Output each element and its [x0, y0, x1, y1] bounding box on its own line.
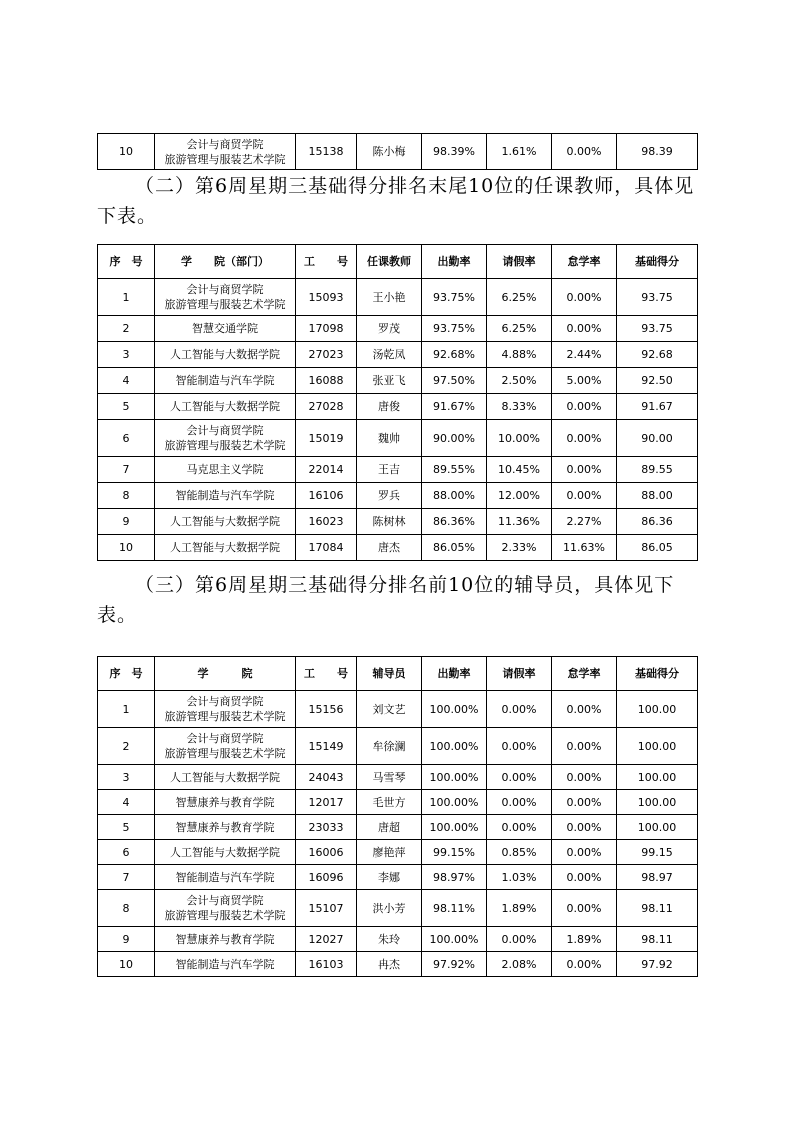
cell-name: 洪小芳 — [357, 890, 422, 927]
cell-absence: 0.00% — [552, 279, 617, 316]
cell-name: 张亚飞 — [357, 368, 422, 394]
cell-score: 98.97 — [617, 865, 698, 890]
college-line: 智能制造与汽车学院 — [175, 374, 275, 387]
cell-no: 7 — [98, 865, 155, 890]
cell-college — [155, 765, 296, 790]
college-line: 会计与商贸学院 — [186, 695, 264, 708]
cell-leave: 6.25% — [487, 316, 552, 342]
cell-name: 牟徐澜 — [357, 728, 422, 765]
cell-no: 1 — [98, 279, 155, 316]
cell-college — [155, 927, 296, 952]
header-id: 工 号 — [296, 245, 357, 279]
cell-no: 7 — [98, 457, 155, 483]
table-row — [98, 952, 698, 977]
cell-name: 陈小梅 — [357, 134, 422, 170]
table-row — [98, 279, 698, 316]
header-college: 学 院（部门） — [155, 245, 296, 279]
header-score: 基础得分 — [617, 245, 698, 279]
cell-score: 98.39 — [617, 134, 698, 170]
college-line: 人工智能与大数据学院 — [170, 400, 280, 413]
table-row — [98, 840, 698, 865]
cell-no: 6 — [98, 840, 155, 865]
section3-heading: （三）第6周星期三基础得分排名前10位的辅导员，具体见下表。 — [97, 574, 675, 626]
cell-absence: 0.00% — [552, 394, 617, 420]
cell-absence: 0.00% — [552, 952, 617, 977]
cell-absence: 0.00% — [552, 840, 617, 865]
cell-attendance: 86.36% — [422, 509, 487, 535]
cell-college — [155, 815, 296, 840]
header-name: 任课教师 — [357, 245, 422, 279]
table-header-row — [98, 657, 698, 691]
college-line: 旅游管理与服装艺术学院 — [164, 439, 286, 452]
cell-name: 刘文艺 — [357, 691, 422, 728]
header-college: 学 院 — [155, 657, 296, 691]
table-body — [98, 691, 698, 977]
cell-college — [155, 368, 296, 394]
cell-name: 罗兵 — [357, 483, 422, 509]
cell-absence: 0.00% — [552, 728, 617, 765]
college-line: 智能制造与汽车学院 — [175, 489, 275, 502]
cell-name: 王吉 — [357, 457, 422, 483]
cell-score: 98.11 — [617, 927, 698, 952]
cell-id: 16106 — [296, 483, 357, 509]
cell-attendance: 100.00% — [422, 691, 487, 728]
header-absence: 怠学率 — [552, 245, 617, 279]
cell-attendance: 98.11% — [422, 890, 487, 927]
college-line: 人工智能与大数据学院 — [170, 845, 280, 859]
cell-no: 5 — [98, 815, 155, 840]
cell-name: 马雪琴 — [357, 765, 422, 790]
college-line: 智慧交通学院 — [192, 322, 258, 335]
table-row — [98, 342, 698, 368]
cell-absence: 0.00% — [552, 420, 617, 457]
cell-college — [155, 316, 296, 342]
cell-name: 冉杰 — [357, 952, 422, 977]
college-line: 智慧康养与教育学院 — [175, 795, 275, 809]
college-line: 会计与商贸学院 — [186, 424, 264, 437]
cell-attendance: 100.00% — [422, 765, 487, 790]
cell-leave: 4.88% — [487, 342, 552, 368]
cell-no: 4 — [98, 368, 155, 394]
table-row — [98, 865, 698, 890]
cell-attendance: 93.75% — [422, 316, 487, 342]
cell-no: 9 — [98, 927, 155, 952]
cell-id: 15019 — [296, 420, 357, 457]
cell-score: 92.50 — [617, 368, 698, 394]
cell-college — [155, 279, 296, 316]
cell-leave: 0.00% — [487, 728, 552, 765]
college-line: 智慧康养与教育学院 — [175, 820, 275, 834]
cell-absence: 0.00% — [552, 483, 617, 509]
top-table — [97, 133, 698, 170]
cell-id: 27028 — [296, 394, 357, 420]
cell-leave: 12.00% — [487, 483, 552, 509]
cell-leave: 2.50% — [487, 368, 552, 394]
cell-attendance: 100.00% — [422, 790, 487, 815]
cell-college — [155, 457, 296, 483]
cell-no: 10 — [98, 535, 155, 561]
cell-name: 唐俊 — [357, 394, 422, 420]
cell-absence: 1.89% — [552, 927, 617, 952]
cell-score: 93.75 — [617, 279, 698, 316]
cell-id: 16088 — [296, 368, 357, 394]
header-absence: 怠学率 — [552, 657, 617, 691]
cell-leave: 8.33% — [487, 394, 552, 420]
cell-leave: 1.03% — [487, 865, 552, 890]
cell-college — [155, 509, 296, 535]
cell-attendance: 97.92% — [422, 952, 487, 977]
cell-college — [155, 691, 296, 728]
cell-no: 1 — [98, 691, 155, 728]
college-line: 人工智能与大数据学院 — [170, 541, 280, 554]
cell-college — [155, 790, 296, 815]
cell-no: 2 — [98, 316, 155, 342]
cell-score: 99.15 — [617, 840, 698, 865]
table-row — [98, 420, 698, 457]
cell-score: 86.36 — [617, 509, 698, 535]
cell-college — [155, 865, 296, 890]
cell-no: 3 — [98, 342, 155, 368]
cell-absence: 0.00% — [552, 815, 617, 840]
cell-college — [155, 728, 296, 765]
table-row — [98, 368, 698, 394]
header-id: 工 号 — [296, 657, 357, 691]
cell-id: 17098 — [296, 316, 357, 342]
cell-id: 16096 — [296, 865, 357, 890]
table-row — [98, 483, 698, 509]
cell-name: 唐超 — [357, 815, 422, 840]
cell-score: 89.55 — [617, 457, 698, 483]
cell-no: 5 — [98, 394, 155, 420]
cell-leave: 11.36% — [487, 509, 552, 535]
cell-leave: 0.85% — [487, 840, 552, 865]
table-row — [98, 790, 698, 815]
cell-attendance: 90.00% — [422, 420, 487, 457]
cell-college — [155, 840, 296, 865]
cell-attendance: 100.00% — [422, 728, 487, 765]
table-row — [98, 728, 698, 765]
cell-absence: 0.00% — [552, 316, 617, 342]
cell-score: 100.00 — [617, 728, 698, 765]
cell-attendance: 98.97% — [422, 865, 487, 890]
cell-leave: 2.08% — [487, 952, 552, 977]
table-body — [98, 279, 698, 561]
cell-attendance: 89.55% — [422, 457, 487, 483]
cell-leave: 6.25% — [487, 279, 552, 316]
cell-id: 15138 — [296, 134, 357, 170]
table-row — [98, 134, 698, 170]
cell-absence: 0.00% — [552, 457, 617, 483]
cell-leave: 2.33% — [487, 535, 552, 561]
table-header-row — [98, 245, 698, 279]
college-line: 会计与商贸学院 — [186, 137, 264, 151]
cell-college — [155, 134, 296, 170]
table-row — [98, 890, 698, 927]
cell-id: 24043 — [296, 765, 357, 790]
counselor-top10-table — [97, 656, 698, 977]
cell-score: 100.00 — [617, 765, 698, 790]
cell-attendance: 86.05% — [422, 535, 487, 561]
college-line: 旅游管理与服装艺术学院 — [164, 909, 286, 922]
cell-no: 8 — [98, 890, 155, 927]
cell-leave: 10.45% — [487, 457, 552, 483]
college-line: 旅游管理与服装艺术学院 — [164, 152, 286, 166]
cell-id: 16103 — [296, 952, 357, 977]
cell-college — [155, 483, 296, 509]
cell-college — [155, 952, 296, 977]
cell-score: 100.00 — [617, 790, 698, 815]
college-line: 旅游管理与服装艺术学院 — [164, 710, 286, 723]
college-line: 会计与商贸学院 — [186, 894, 264, 907]
cell-score: 92.68 — [617, 342, 698, 368]
college-line: 会计与商贸学院 — [186, 283, 264, 296]
cell-absence: 2.44% — [552, 342, 617, 368]
cell-absence: 0.00% — [552, 765, 617, 790]
header-attendance: 出勤率 — [422, 245, 487, 279]
cell-no: 2 — [98, 728, 155, 765]
cell-id: 15149 — [296, 728, 357, 765]
cell-name: 陈树林 — [357, 509, 422, 535]
cell-score: 98.11 — [617, 890, 698, 927]
college-line: 智能制造与汽车学院 — [175, 957, 275, 971]
cell-absence: 2.27% — [552, 509, 617, 535]
cell-leave: 10.00% — [487, 420, 552, 457]
cell-score: 97.92 — [617, 952, 698, 977]
header-no: 序 号 — [98, 245, 155, 279]
cell-attendance: 97.50% — [422, 368, 487, 394]
college-line: 旅游管理与服装艺术学院 — [164, 298, 286, 311]
table-row — [98, 316, 698, 342]
cell-name: 王小艳 — [357, 279, 422, 316]
cell-attendance: 99.15% — [422, 840, 487, 865]
cell-attendance: 100.00% — [422, 815, 487, 840]
cell-attendance: 88.00% — [422, 483, 487, 509]
cell-no: 10 — [98, 952, 155, 977]
cell-score: 90.00 — [617, 420, 698, 457]
cell-id: 22014 — [296, 457, 357, 483]
cell-college — [155, 420, 296, 457]
cell-college — [155, 535, 296, 561]
cell-id: 15093 — [296, 279, 357, 316]
cell-score: 88.00 — [617, 483, 698, 509]
cell-name: 廖艳萍 — [357, 840, 422, 865]
cell-id: 15156 — [296, 691, 357, 728]
cell-attendance: 100.00% — [422, 927, 487, 952]
table-row — [98, 457, 698, 483]
cell-college — [155, 890, 296, 927]
table-row — [98, 535, 698, 561]
cell-id: 23033 — [296, 815, 357, 840]
college-line: 旅游管理与服装艺术学院 — [164, 747, 286, 760]
cell-id: 15107 — [296, 890, 357, 927]
cell-leave: 1.89% — [487, 890, 552, 927]
cell-name: 魏帅 — [357, 420, 422, 457]
cell-score: 91.67 — [617, 394, 698, 420]
college-line: 马克思主义学院 — [186, 463, 264, 476]
cell-attendance: 93.75% — [422, 279, 487, 316]
cell-name: 罗茂 — [357, 316, 422, 342]
cell-no: 10 — [98, 134, 155, 170]
college-line: 人工智能与大数据学院 — [170, 348, 280, 361]
cell-id: 17084 — [296, 535, 357, 561]
header-leave: 请假率 — [487, 657, 552, 691]
cell-leave: 0.00% — [487, 691, 552, 728]
cell-no: 4 — [98, 790, 155, 815]
cell-college — [155, 394, 296, 420]
cell-absence: 0.00% — [552, 134, 617, 170]
cell-no: 3 — [98, 765, 155, 790]
cell-leave: 0.00% — [487, 927, 552, 952]
cell-no: 9 — [98, 509, 155, 535]
cell-no: 8 — [98, 483, 155, 509]
cell-absence: 0.00% — [552, 691, 617, 728]
table-row — [98, 691, 698, 728]
cell-leave: 1.61% — [487, 134, 552, 170]
cell-name: 毛世方 — [357, 790, 422, 815]
cell-leave: 0.00% — [487, 790, 552, 815]
teacher-bottom10-table — [97, 244, 698, 561]
cell-score: 100.00 — [617, 691, 698, 728]
table-row — [98, 509, 698, 535]
cell-attendance: 92.68% — [422, 342, 487, 368]
college-line: 会计与商贸学院 — [186, 732, 264, 745]
cell-absence: 0.00% — [552, 890, 617, 927]
college-line: 人工智能与大数据学院 — [170, 515, 280, 528]
header-leave: 请假率 — [487, 245, 552, 279]
cell-id: 27023 — [296, 342, 357, 368]
cell-leave: 0.00% — [487, 815, 552, 840]
table-row — [98, 394, 698, 420]
college-line: 智能制造与汽车学院 — [175, 870, 275, 884]
cell-score: 100.00 — [617, 815, 698, 840]
header-attendance: 出勤率 — [422, 657, 487, 691]
top-table-body — [98, 134, 698, 170]
table-row — [98, 815, 698, 840]
cell-attendance: 91.67% — [422, 394, 487, 420]
cell-id: 12027 — [296, 927, 357, 952]
table-row — [98, 927, 698, 952]
header-name: 辅导员 — [357, 657, 422, 691]
cell-score: 93.75 — [617, 316, 698, 342]
cell-id: 12017 — [296, 790, 357, 815]
cell-leave: 0.00% — [487, 765, 552, 790]
cell-absence: 5.00% — [552, 368, 617, 394]
table-row — [98, 765, 698, 790]
cell-name: 朱玲 — [357, 927, 422, 952]
cell-attendance: 98.39% — [422, 134, 487, 170]
cell-no: 6 — [98, 420, 155, 457]
college-line: 智慧康养与教育学院 — [175, 932, 275, 946]
cell-id: 16006 — [296, 840, 357, 865]
header-no: 序 号 — [98, 657, 155, 691]
cell-college — [155, 342, 296, 368]
college-line: 人工智能与大数据学院 — [170, 770, 280, 784]
section2-heading: （二）第6周星期三基础得分排名末尾10位的任课教师，具体见下表。 — [97, 175, 695, 227]
cell-absence: 11.63% — [552, 535, 617, 561]
cell-name: 李娜 — [357, 865, 422, 890]
cell-absence: 0.00% — [552, 865, 617, 890]
cell-id: 16023 — [296, 509, 357, 535]
header-score: 基础得分 — [617, 657, 698, 691]
cell-absence: 0.00% — [552, 790, 617, 815]
cell-name: 唐杰 — [357, 535, 422, 561]
cell-name: 汤乾凤 — [357, 342, 422, 368]
cell-score: 86.05 — [617, 535, 698, 561]
